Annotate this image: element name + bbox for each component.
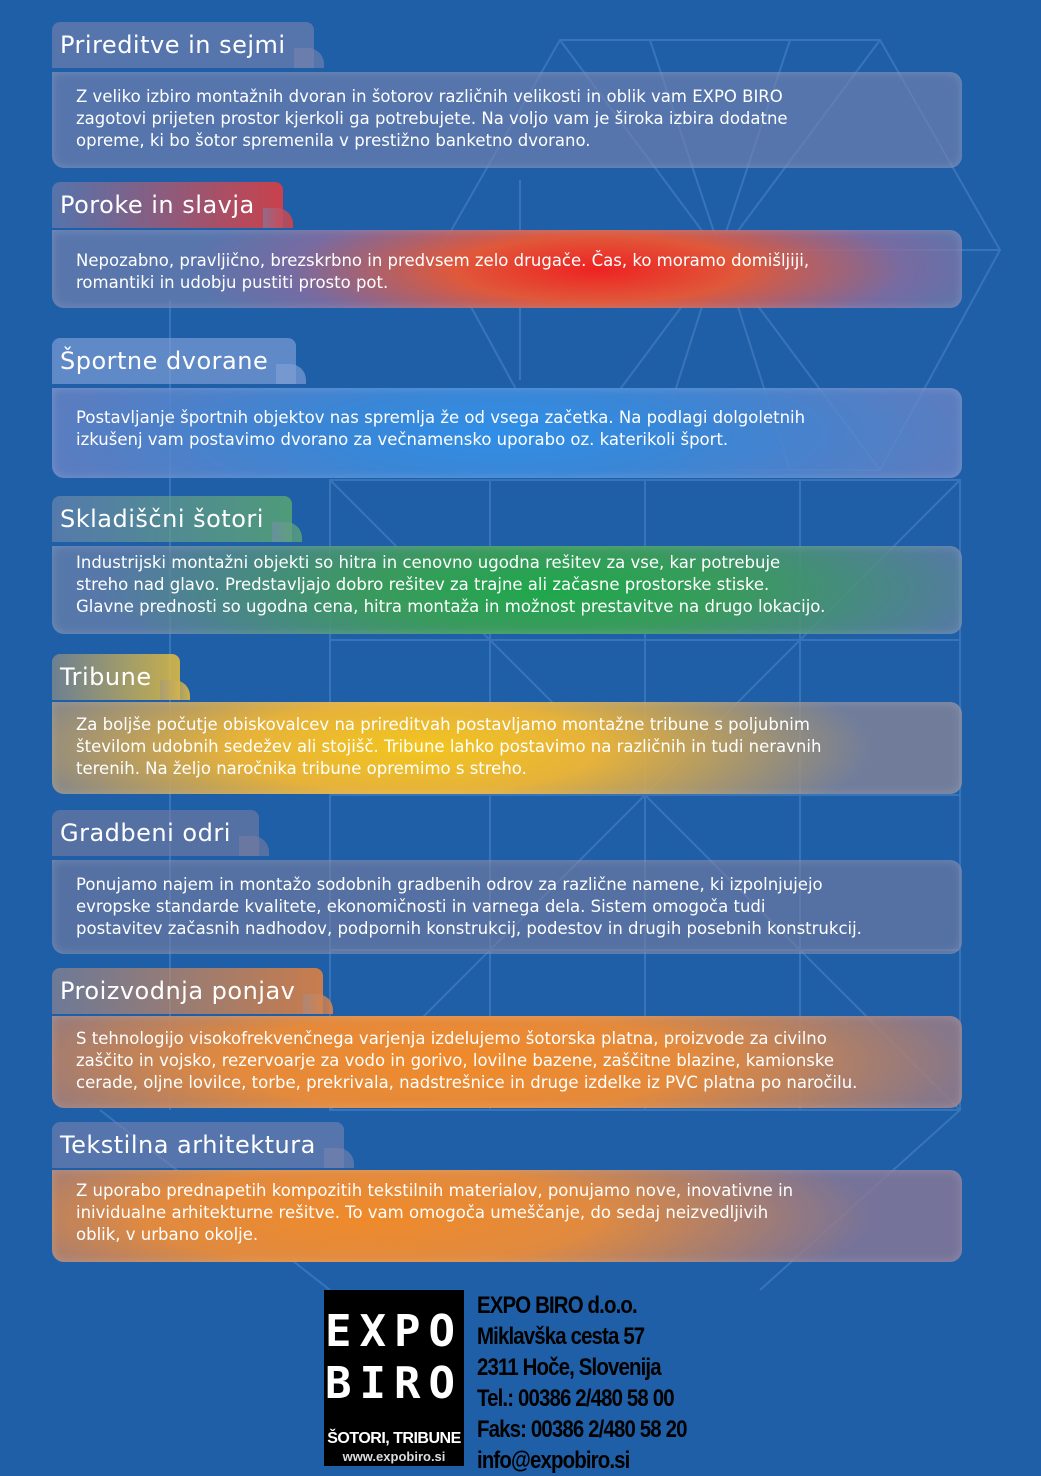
section-panel (52, 388, 962, 478)
phone-number: Tel.: 00386 2/480 58 00 (477, 1385, 674, 1412)
section-text: Nepozabno, pravljično, brezskrbno in predvsem zelo drugače. Čas, ko moramo domišljiji, (76, 251, 810, 270)
section-panel (52, 230, 962, 308)
section-text: Postavljanje športnih objektov nas spremlja že od vsega začetka. Na podlagi dolgoletnih (76, 408, 806, 427)
section-text: oblik, v urbano okolje. (76, 1225, 259, 1244)
section-panel (52, 1016, 962, 1108)
section-text: številom udobnih sedežev ali stojišč. Tribune lahko postavimo na različnih in tudi neravnih (76, 737, 822, 756)
section-title: Gradbeni odri (52, 810, 259, 856)
section-text: streho nad glavo. Predstavljajo dobro rešitev za trajne ali začasne prostorske stiske. (76, 575, 770, 594)
contact-block (477, 1290, 687, 1476)
expo-biro-logo (324, 1290, 464, 1466)
section-text: opreme, ki bo šotor spremenila v prestižno banketno dvorano. (76, 131, 591, 150)
section-text: Za boljše počutje obiskovalcev na prireditvah postavljamo montažne tribune s poljubnim (76, 715, 810, 734)
section-text: Industrijski montažni objekti so hitra in cenovno ugodna rešitev za vse, kar potrebuje (76, 553, 781, 572)
section-text: Z veliko izbiro montažnih dvoran in šotorov različnih velikosti in oblik vam EXPO BIRO (76, 87, 783, 106)
section-title: Športne dvorane (52, 338, 296, 384)
section-text: cerade, oljne lovilce, torbe, prekrivala, nadstrešnice in druge izdelke iz PVC platna po naročilu. (76, 1073, 858, 1092)
logo-line-biro: BIRO (325, 1358, 463, 1409)
section-title: Poroke in slavja (52, 182, 283, 228)
section-title: Proizvodnja ponjav (52, 968, 323, 1014)
section-text: romantiki in udobju pustiti prosto pot. (76, 273, 389, 292)
section-text: Z uporabo prednapetih kompozitih tekstilnih materialov, ponujamo nove, inovativne in (76, 1181, 794, 1200)
section-text: terenih. Na željo naročnika tribune opremimo s streho. (76, 759, 527, 778)
section-panel (52, 860, 962, 954)
logo-line-expo: EXPO (325, 1306, 463, 1357)
fax-number: Faks: 00386 2/480 58 20 (477, 1416, 687, 1443)
section-text: postavitev začasnih nadhodov, podpornih konstrukcij, podestov in drugih posebnih konstrukcij. (76, 919, 862, 938)
section-title: Tribune (52, 654, 180, 700)
section-title: Prireditve in sejmi (52, 22, 314, 68)
street-address: Miklavška cesta 57 (477, 1323, 645, 1350)
section-text: Ponujamo najem in montažo sodobnih gradbenih odrov za različne namene, ki izpolnjujejo (76, 875, 823, 894)
email-link[interactable]: info@expobiro.si (477, 1447, 630, 1474)
section-panel (52, 72, 962, 168)
section-panel (52, 702, 962, 794)
section-panel (52, 1170, 962, 1262)
company-name: EXPO BIRO d.o.o. (477, 1292, 637, 1319)
section-text: evropske standarde kvalitete, ekonomičnosti in varnega dela. Sistem omogoča tudi (76, 897, 766, 916)
logo-tagline: ŠOTORI, TRIBUNE (327, 1430, 461, 1447)
section-title: Tekstilna arhitektura (52, 1122, 344, 1168)
section-text: zaščito in vojsko, rezervoarje za vodo in gorivo, lovilne bazene, zaščitne blazine, kamionske (76, 1051, 835, 1070)
section-text: zagotovi prijeten prostor kjerkoli ga potrebujete. Na voljo vam je široka izbira dodatne (76, 109, 788, 128)
section-text: inividualne arhitekturne rešitve. To vam omogoča umeščanje, do sedaj neizvedljivih (76, 1203, 769, 1222)
section-text: Glavne prednosti so ugodna cena, hitra montaža in možnost prestavitve na drugo lokacijo. (76, 597, 826, 616)
section-text: S tehnologijo visokofrekvenčnega varjenja izdelujemo šotorska platna, proizvode za civilno (76, 1029, 827, 1048)
logo-website: www.expobiro.si (342, 1449, 446, 1464)
section-text: izkušenj vam postavimo dvorano za večnamensko uporabo oz. katerikoli šport. (76, 430, 729, 449)
section-title: Skladiščni šotori (52, 496, 292, 542)
section-panel (52, 546, 962, 634)
city-address: 2311 Hoče, Slovenija (477, 1354, 661, 1381)
